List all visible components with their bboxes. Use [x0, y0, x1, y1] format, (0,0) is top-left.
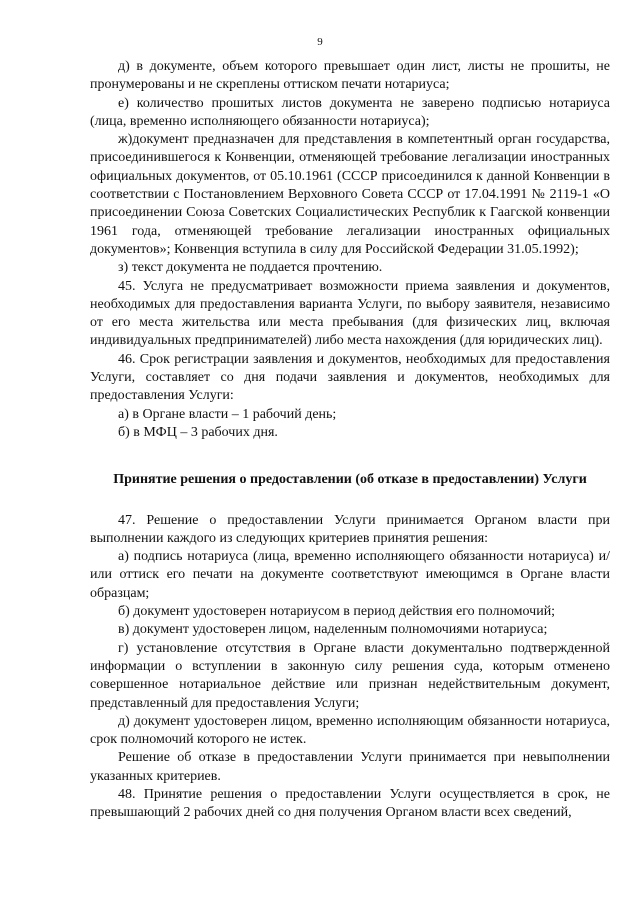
- paragraph-47-g: г) установление отсутствия в Органе власти документально подтвержденной информации о вступлении в законную силу решения суда, которым отменено совершенное нотариальное действие или признан недействительным документ, представленный для предоставления Услуги;: [90, 640, 610, 711]
- paragraph-47-d: д) документ удостоверен лицом, временно исполняющим обязанности нотариуса, срок полномочий которого не истек.: [90, 713, 610, 748]
- paragraph-47-v: в) документ удостоверен лицом, наделенным полномочиями нотариуса;: [118, 622, 548, 638]
- paragraph-47-b: б) документ удостоверен нотариусом в период действия его полномочий;: [118, 604, 556, 620]
- paragraph-d: д) в документе, объем которого превышает один лист, листы не прошиты, не пронумерованы и не скреплены оттиском печати нотариуса;: [90, 59, 610, 93]
- paragraph-47: 47. Решение о предоставлении Услуги принимается Органом власти при выполнении каждого из следующих критериев принятия решения:: [90, 512, 610, 546]
- section-heading: Принятие решения о предоставлении (об отказе в предоставлении) Услуги: [113, 472, 587, 488]
- paragraph-47-a: а) подпись нотариуса (лица, временно исполняющего обязанности нотариуса) и/или оттиск его печати на документе соответствуют имеющимся в Органе власти образцам;: [90, 549, 610, 601]
- paragraph-46: 46. Срок регистрации заявления и документов, необходимых для предоставления Услуги, составляет со дня подачи заявления и документов, необходимых для предоставления Услуги:: [90, 351, 610, 404]
- paragraph-e: е) количество прошитых листов документа не заверено подписью нотариуса (лица, временно исполняющего обязанности нотариуса);: [90, 95, 610, 129]
- paragraph-46-b: б) в МФЦ – 3 рабочих дня.: [118, 424, 278, 440]
- document-body: [90, 58, 610, 823]
- paragraph-z: з) текст документа не поддается прочтению.: [118, 260, 383, 276]
- paragraph-refusal: Решение об отказе в предоставлении Услуги принимается при невыполнении указанных критериев.: [90, 750, 610, 784]
- paragraph-zh: ж)документ предназначен для представления в компетентный орган государства, присоединившегося к Конвенции, отменяющей требование легализации иностранных официальных документов, от 05.10.1961 (СССР присоединился к данной Конвенции в соответствии с Постановлением Верховного Совета СССР от 17.04.1991 № 2119-1 «О присоединении Союза Советских Социалистических Республик к Гаагской конвенции 1961 года, отменяющей требование легализации иностранных официальных документов»; Конвенция вступила в силу для Российской Федерации 31.05.1992);: [90, 132, 610, 257]
- paragraph-48: 48. Принятие решения о предоставлении Услуги осуществляется в срок, не превышающий 2 рабочих дней со дня получения Органом власти всех сведений,: [90, 786, 610, 821]
- paragraph-45: 45. Услуга не предусматривает возможности приема заявления и документов, необходимых для предоставления варианта Услуги, по выбору заявителя, независимо от его места жительства или места пребывания (для физических лиц, включая индивидуальных предпринимателей) либо места нахождения (для юридических лиц).: [90, 278, 610, 349]
- page-number: 9: [317, 36, 323, 48]
- paragraph-46-a: а) в Органе власти – 1 рабочий день;: [118, 406, 337, 422]
